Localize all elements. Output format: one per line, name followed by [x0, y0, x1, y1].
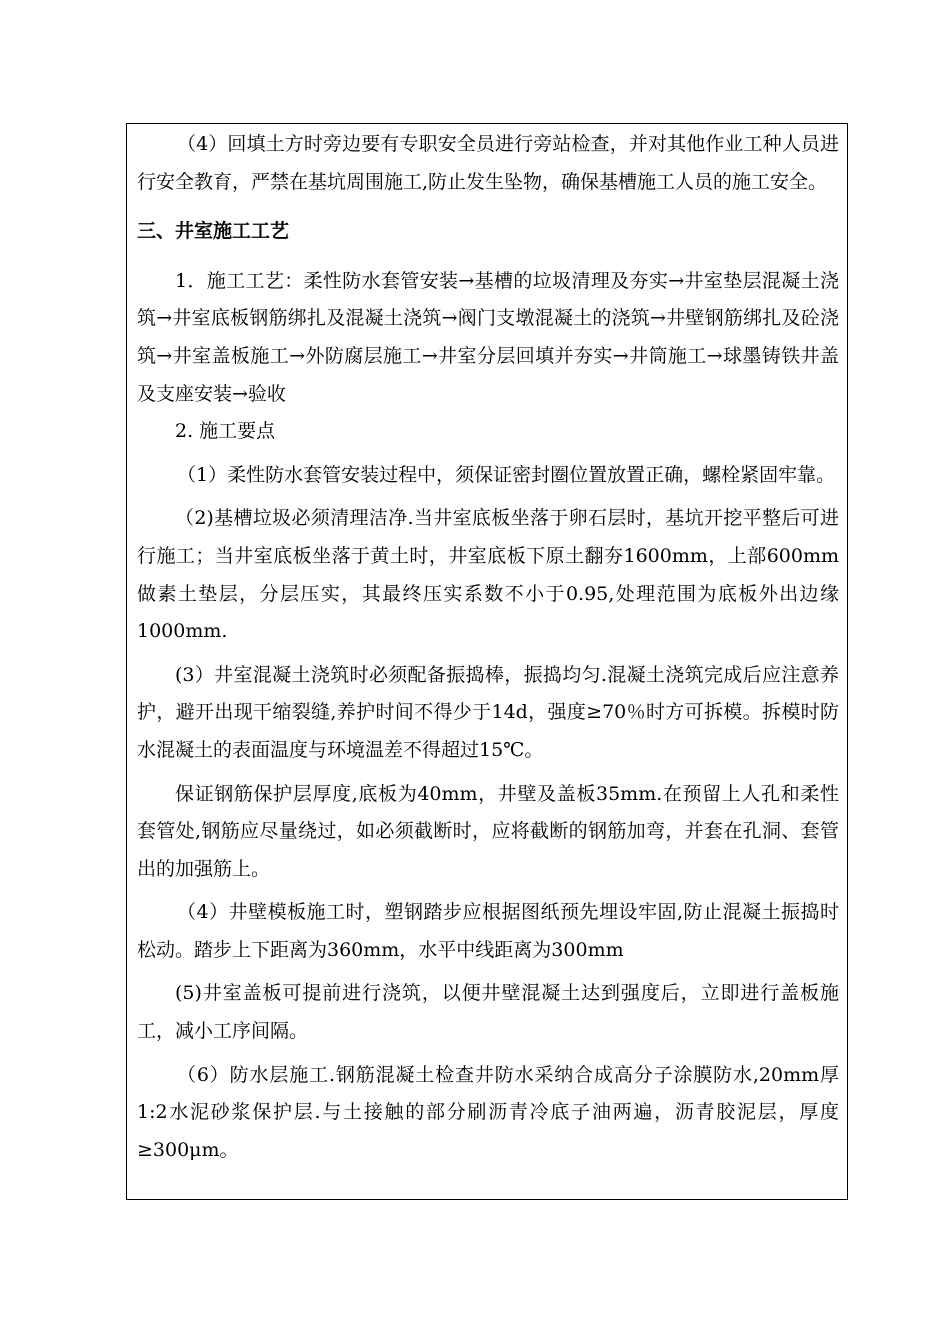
document-body	[137, 126, 839, 1169]
paragraph-point-4: （4）井壁模板施工时，塑钢踏步应根据图纸预先埋设牢固,防止混凝土振捣时松动。踏步上下距离为360mm，水平中线距离为300mm	[137, 901, 839, 961]
paragraph-cover-thickness: 保证钢筋保护层厚度,底板为40mm，井壁及盖板35mm.在预留上人孔和柔性套管处,钢筋应尽量绕过，如必须截断时，应将截断的钢筋加弯，并套在孔洞、套管出的加强筋上。	[137, 782, 839, 880]
paragraph-point-2: （2)基槽垃圾必须清理洁净.当井室底板坐落于卵石层时，基坑开挖平整后可进行施工；当井室底板坐落于黄土时，井室底板下原土翻夯1600mm，上部600mm做素土垫层，分层压实，其最终压实系数不小于0.95,处理范围为底板外出边缘1000mm.	[137, 507, 839, 643]
paragraph-key-points-title: 2. 施工要点	[175, 420, 276, 443]
paragraph-point-3: (3）井室混凝土浇筑时必须配备振捣棒，振捣均匀.混凝土浇筑完成后应注意养护，避开出现干缩裂缝,养护时间不得少于14d，强度≥70％时方可拆模。拆模时防水混凝土的表面温度与环境温差不得超过15℃。	[137, 663, 839, 761]
content-frame	[126, 123, 848, 1200]
paragraph-backfill-safety: （4）回填土方时旁边要有专职安全员进行旁站检查，并对其他作业工种人员进行安全教育，严禁在基坑周围施工,防止发生坠物，确保基槽施工人员的施工安全。	[137, 133, 839, 193]
paragraph-point-1: （1）柔性防水套管安装过程中，须保证密封圈位置放置正确，螺栓紧固牢靠。	[177, 463, 836, 486]
paragraph-process: 1．施工工艺：柔性防水套管安装→基槽的垃圾清理及夯实→井室垫层混凝土浇筑→井室底板钢筋绑扎及混凝土浇筑→阀门支墩混凝土的浇筑→井壁钢筋绑扎及砼浇筑→井室盖板施工→外防腐层施工→井室分层回填并夯实→井筒施工→球墨铸铁井盖及支座安装→验收	[137, 269, 839, 405]
paragraph-point-6: （6）防水层施工.钢筋混凝土检查井防水采纳合成高分子涂膜防水,20mm厚1:2水泥砂浆保护层.与土接触的部分刷沥青冷底子油两遍，沥青胶泥层，厚度≥300μm。	[137, 1063, 839, 1161]
paragraph-point-5: (5)井室盖板可提前进行浇筑，以便井壁混凝土达到强度后，立即进行盖板施工，减小工序间隔。	[137, 982, 839, 1043]
section-heading: 三、井室施工工艺	[137, 220, 290, 243]
